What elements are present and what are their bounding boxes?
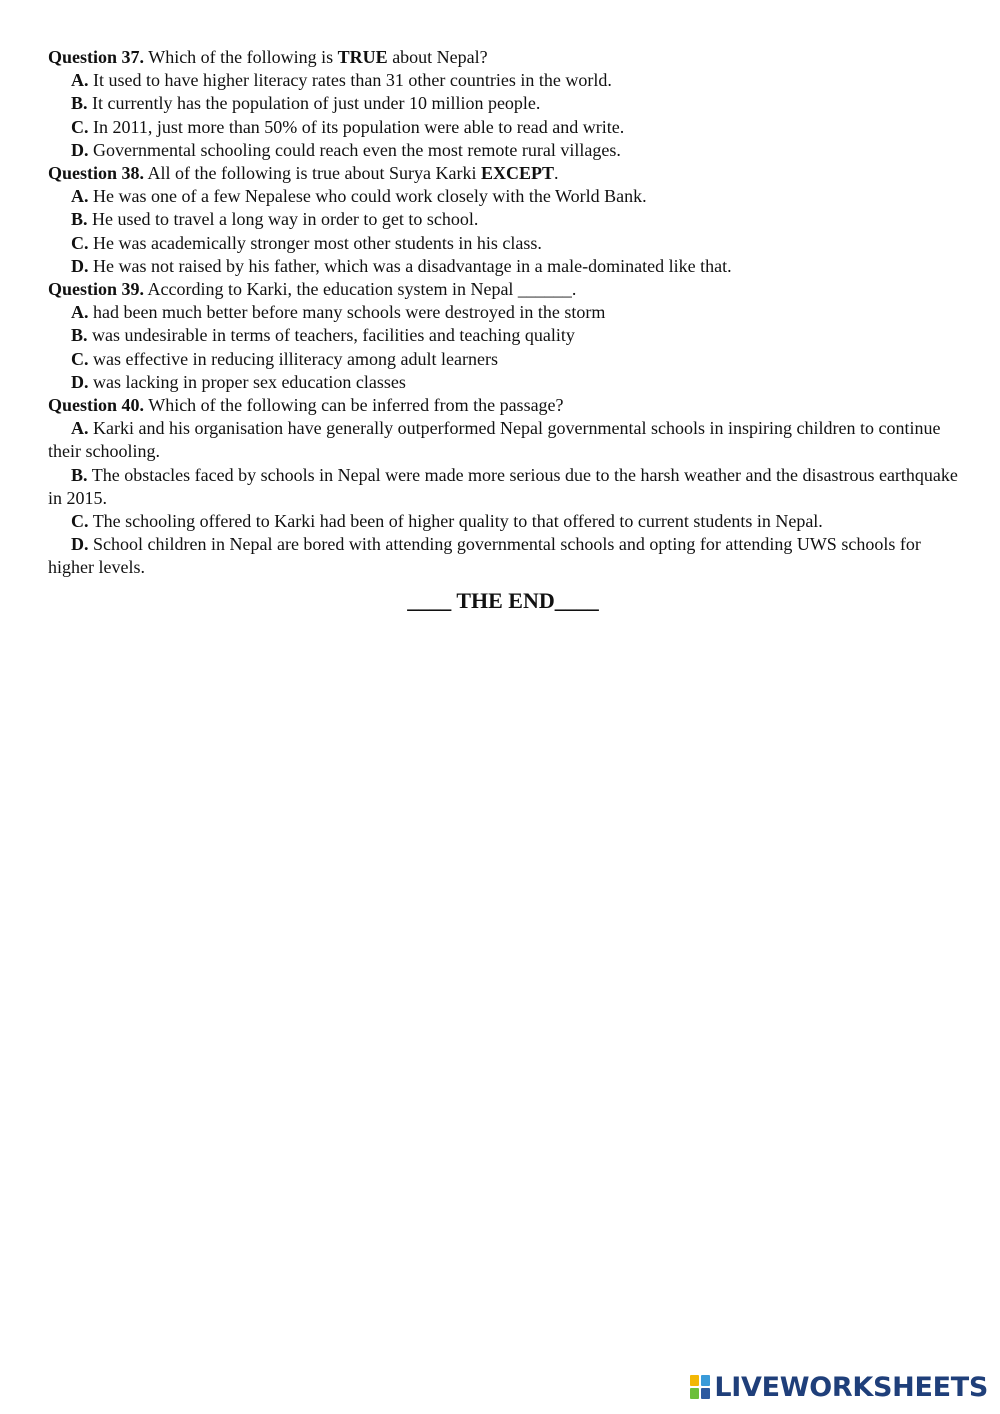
- answer-option: [48, 232, 958, 255]
- question-emphasis: EXCEPT: [480, 163, 554, 184]
- answer-option: [48, 464, 958, 510]
- question-text: According to Karki, the education system in Nepal ______.: [147, 279, 577, 300]
- option-letter: B.: [71, 464, 88, 485]
- answer-option: [48, 116, 958, 139]
- liveworksheets-logo: [690, 1372, 988, 1402]
- option-text: It currently has the population of just under 10 million people.: [92, 93, 541, 114]
- question-emphasis: TRUE: [337, 47, 388, 67]
- option-text: The schooling offered to Karki had been of higher quality to that offered to current students in Nepal.: [92, 511, 823, 532]
- option-text: Governmental schooling could reach even the most remote rural villages.: [93, 139, 621, 160]
- answer-option: [48, 92, 958, 115]
- option-letter: B.: [71, 209, 88, 230]
- question-text: .: [554, 163, 559, 184]
- question-text: Which of the following is: [148, 47, 338, 67]
- option-text: In 2011, just more than 50% of its population were able to read and write.: [93, 116, 625, 137]
- option-letter: C.: [71, 348, 89, 369]
- option-text: School children in Nepal are bored with attending governmental schools and opting for attending UWS schools for higher levels.: [48, 534, 921, 578]
- answer-option: [48, 348, 958, 371]
- option-letter: C.: [71, 232, 89, 253]
- option-letter: C.: [71, 511, 89, 532]
- option-text: He was not raised by his father, which was a disadvantage in a male-dominated like that.: [93, 255, 732, 276]
- answer-option: [48, 533, 958, 579]
- answer-option: [48, 324, 958, 347]
- option-text: It used to have higher literacy rates than 31 other countries in the world.: [93, 70, 612, 91]
- option-letter: A.: [71, 186, 89, 207]
- question-text: All of the following is true about Surya Karki: [147, 163, 481, 184]
- liveworksheets-logo-icon: [690, 1375, 710, 1399]
- question-label: Question 37.: [48, 47, 145, 67]
- question-stem: [48, 278, 958, 301]
- option-text: was undesirable in terms of teachers, facilities and teaching quality: [92, 325, 575, 346]
- option-text: He was academically stronger most other students in his class.: [93, 232, 542, 253]
- option-text: He used to travel a long way in order to get to school.: [92, 209, 479, 230]
- question-text: about Nepal?: [387, 47, 488, 67]
- option-text: was effective in reducing illiteracy among adult learners: [93, 348, 498, 369]
- answer-option: [48, 185, 958, 208]
- end-marker: ____ THE END____: [407, 587, 599, 613]
- answer-option: [48, 371, 958, 394]
- option-letter: A.: [71, 70, 89, 91]
- option-text: had been much better before many schools were destroyed in the storm: [93, 302, 606, 323]
- option-letter: B.: [71, 325, 88, 346]
- option-letter: D.: [71, 371, 89, 392]
- option-text: Karki and his organisation have generally outperformed Nepal governmental schools in inspiring children to continue their schooling.: [48, 418, 941, 462]
- answer-option: [48, 208, 958, 231]
- option-text: He was one of a few Nepalese who could work closely with the World Bank.: [93, 186, 647, 207]
- question-list: [48, 46, 958, 580]
- option-letter: B.: [71, 93, 88, 114]
- question-stem: [48, 394, 958, 417]
- question-label: Question 39.: [48, 279, 145, 300]
- option-letter: D.: [71, 139, 89, 160]
- answer-option: [48, 69, 958, 92]
- option-letter: C.: [71, 116, 89, 137]
- answer-option: [48, 139, 958, 162]
- option-text: The obstacles faced by schools in Nepal were made more serious due to the harsh weather and the disastrous earthquake in 2015.: [48, 464, 958, 508]
- question-label: Question 38.: [48, 163, 145, 184]
- answer-option: [48, 255, 958, 278]
- option-letter: D.: [71, 534, 89, 555]
- option-letter: A.: [71, 302, 89, 323]
- question-stem: [48, 162, 958, 185]
- logo-text: LIVEWORKSHEETS: [714, 1371, 988, 1403]
- option-letter: A.: [71, 418, 89, 439]
- option-letter: D.: [71, 255, 89, 276]
- question-text: Which of the following can be inferred from the passage?: [148, 395, 564, 416]
- answer-option: [48, 510, 958, 533]
- question-stem: [48, 46, 958, 69]
- answer-option: [48, 417, 958, 463]
- answer-option: [48, 301, 958, 324]
- worksheet-page: [48, 46, 958, 616]
- option-text: was lacking in proper sex education classes: [93, 371, 406, 392]
- question-label: Question 40.: [48, 395, 145, 416]
